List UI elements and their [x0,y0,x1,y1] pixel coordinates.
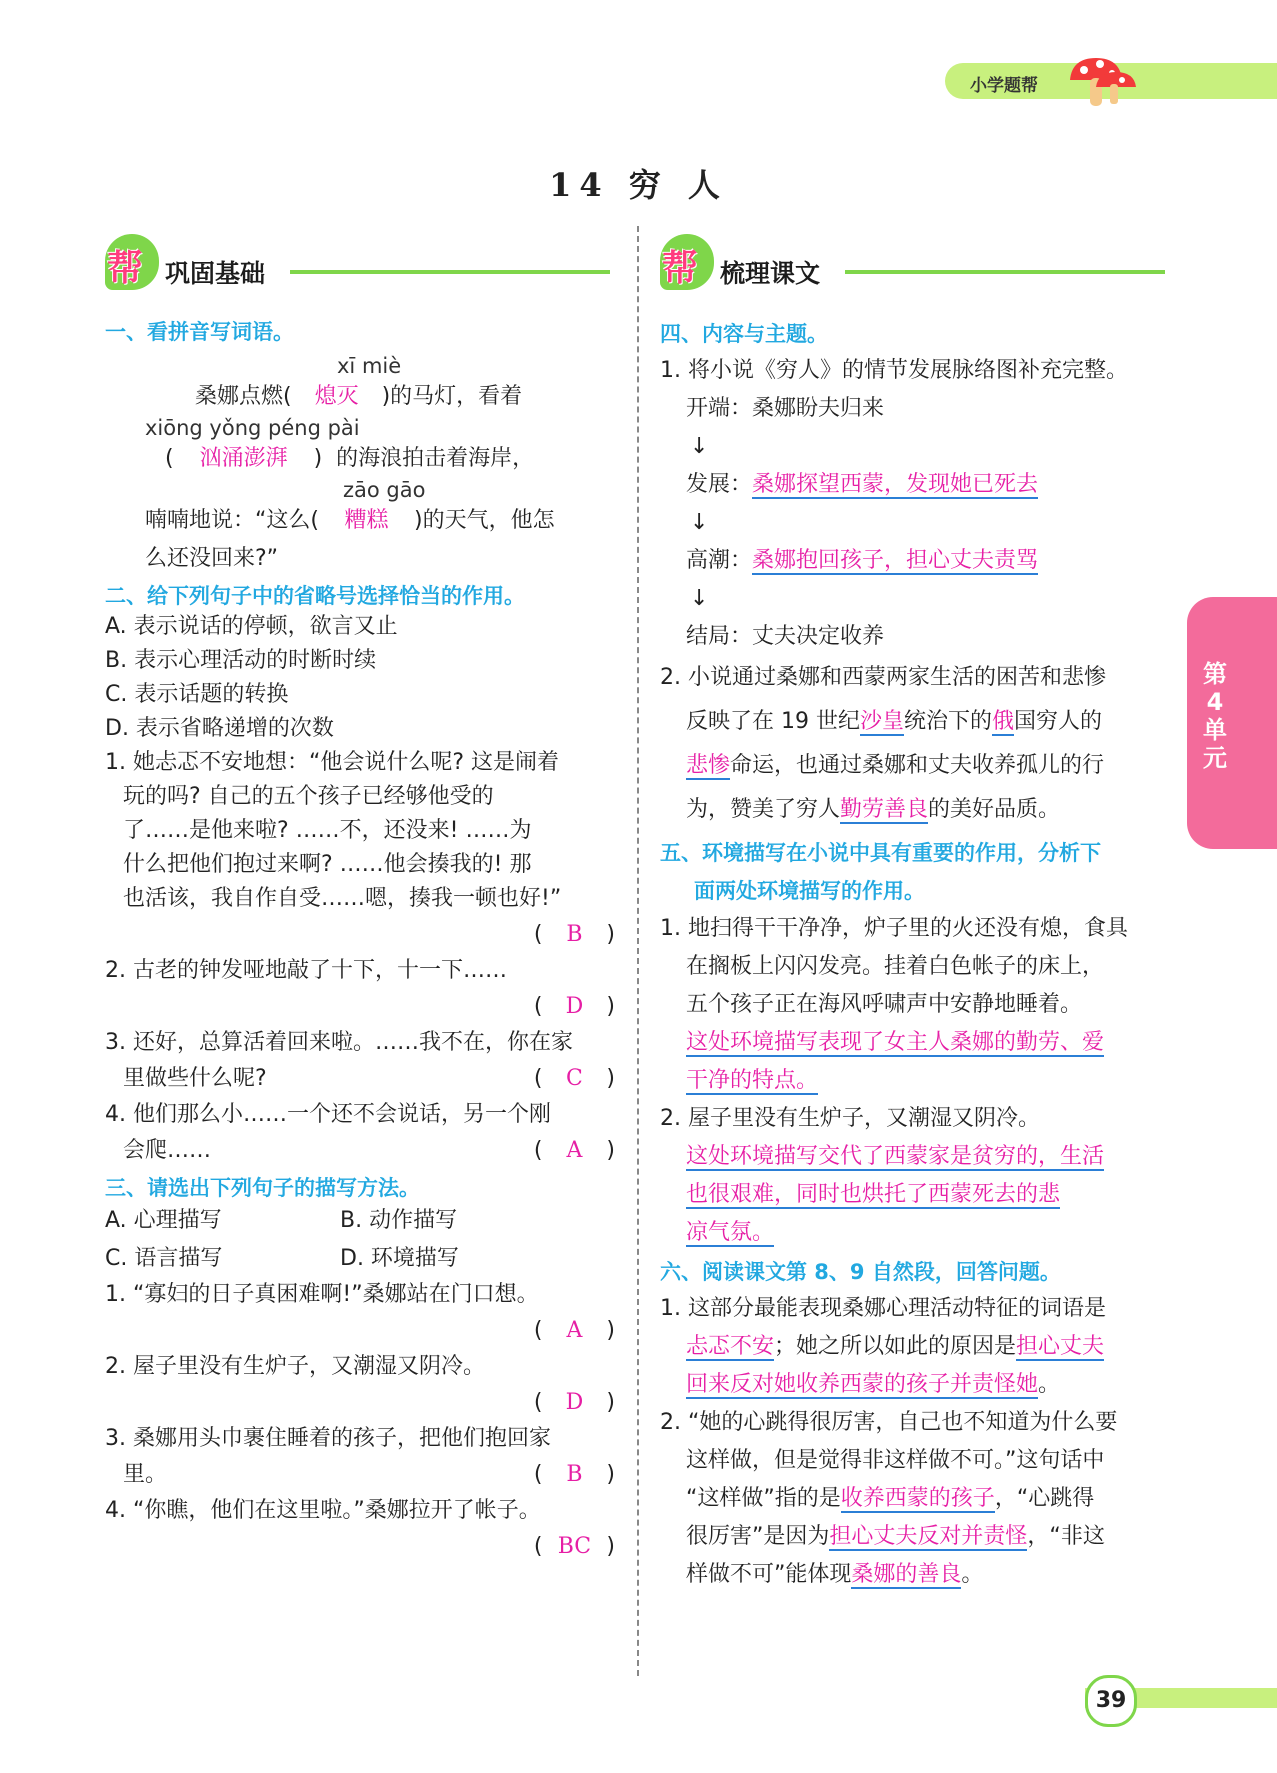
paren: ( [533,1066,550,1091]
q2-items [105,746,620,1170]
text: )的马灯，看着 [381,384,523,409]
answer: D [565,994,584,1019]
option: C. 表示话题的转换 [105,682,289,707]
text: 的美好品质。 [928,797,1061,822]
answer: 熄灭 [314,384,359,409]
text: 里做些什么呢? [123,1066,267,1091]
section-header-sort [660,234,1165,294]
paren: ) [599,1390,615,1415]
pinyin: zāo gāo [343,478,426,502]
item-line: 玩的吗? 自己的五个孩子已经够他受的 [123,784,494,809]
question-item [105,1278,620,1350]
text: 的海浪拍击着海岸， [336,446,535,471]
label: 发展： [686,472,753,497]
question-item [105,1422,620,1494]
text: “这样做”指的是 [686,1486,841,1511]
item-line: 2. 屋子里没有生炉子，又潮湿又阴冷。 [660,1106,1040,1131]
answer-row [105,988,620,1026]
q5-body [660,910,1165,1252]
option: A. 心理描写 [105,1208,222,1233]
option: A. 表示说话的停顿，欲言又止 [105,614,398,639]
q4-item2-line [686,788,1165,832]
answer: 担心丈夫 [1016,1334,1105,1359]
q6-line: 2. “她的心跳得很厉害，自己也不知道为什么要 [660,1410,1118,1435]
q6-line: 1. 这部分最能表现桑娜心理活动特征的词语是 [660,1296,1106,1321]
text: 。 [1038,1372,1061,1397]
q6-line [686,1556,1165,1594]
text: 命运，也通过桑娜和丈夫收养孤儿的行 [730,753,1105,778]
answer: 糟糕 [344,508,389,533]
item-line [123,1060,620,1098]
plot-development [686,466,1165,504]
answer: 悲惨 [686,753,731,778]
item-line: 1. 她忐忑不安地想：“他会说什么呢? 这是闹着 [105,750,560,775]
answer: 桑娜的善良 [851,1562,962,1587]
question-item [105,1026,620,1098]
item-line [123,1132,620,1170]
plot-end: 结局：丈夫决定收养 [686,624,885,649]
text: ，“心跳得 [994,1486,1095,1511]
q4-item1: 1. 将小说《穷人》的情节发展脉络图补充完整。 [660,358,1128,383]
q4-heading: 四、内容与主题。 [660,322,828,346]
text: 为，赞美了穷人 [686,797,841,822]
text: 国穷人的 [1014,709,1103,734]
answer: 这处环境描写表现了女主人桑娜的勤劳、爱 [686,1030,1105,1055]
q3-items [105,1278,620,1566]
q5-heading: 五、环境描写在小说中具有重要的作用，分析下 [660,841,1101,865]
answer: 桑娜抱回孩子，担心丈夫责骂 [752,548,1039,573]
text: 统治下的 [904,709,993,734]
answer: 桑娜探望西蒙，发现她已死去 [752,472,1039,497]
plot-start: 开端：桑娜盼夫归来 [686,396,885,421]
q6-line [686,1328,1165,1366]
q1-line [195,378,620,416]
label: 高潮： [686,548,753,573]
unit-tab-label [1195,660,1235,772]
paren: ) [599,1534,615,1559]
answer: D [565,1390,584,1415]
tab-char: 4 [1206,688,1224,716]
answer-group [534,1456,615,1494]
column-divider [637,226,639,1676]
q3-options-row [105,1240,620,1278]
q1-line: 么还没回来?” [145,546,279,571]
q6-line [686,1480,1165,1518]
item-line: 五个孩子正在海风呼啸声中安静地睡着。 [686,992,1083,1017]
answer-group [534,1132,615,1170]
paren: ( [533,1534,550,1559]
badge-char: 帮 [107,248,144,289]
page-title: 14 穷 人 [549,166,728,204]
question-item [105,1350,620,1422]
text: ，“非这 [1027,1524,1105,1549]
answer: 回来反对她收养西蒙的孩子并责怪她 [686,1372,1039,1397]
option: C. 语言描写 [105,1246,223,1271]
paren: ) [599,1318,615,1343]
answer: BC [557,1534,592,1559]
section-header-consolidate [105,234,610,294]
answer-line [686,1024,1165,1062]
q2-options [105,610,620,746]
option: B. 表示心理活动的时断时续 [105,648,377,673]
pinyin: xiōng yǒng péng pài [145,416,360,440]
q4-item2-line [686,700,1165,744]
question-item [105,746,620,954]
answer-row [105,1528,620,1566]
brand-label: 小学题帮 [970,76,1038,96]
paren: ( [533,1138,550,1163]
answer: B [566,922,583,947]
text: 会爬…… [123,1138,212,1163]
left-column [105,316,620,1566]
q6-heading: 六、阅读课文第 8、9 自然段，回答问题。 [660,1260,1061,1284]
right-column [660,318,1165,1594]
question-item [105,1494,620,1566]
text: )的天气，他怎 [413,508,555,533]
answer: 沙皇 [859,709,904,734]
q1-line [145,502,620,540]
q3-heading: 三、请选出下列句子的描写方法。 [105,1176,420,1200]
arrow: ↓ [690,586,709,611]
q5-heading: 面两处环境描写的作用。 [694,879,925,903]
answer-group [534,1060,615,1098]
answer: C [566,1066,583,1091]
q6-line [686,1518,1165,1556]
answer: 俄 [992,709,1015,734]
answer: 凉气氛。 [686,1220,775,1245]
text: 喃喃地说：“这么( [145,508,319,533]
paren: ( [533,922,550,947]
item-line: 2. 屋子里没有生炉子，又潮湿又阴冷。 [105,1354,485,1379]
answer-row [105,916,620,954]
item-line: 3. 桑娜用头巾裹住睡着的孩子，把他们抱回家 [105,1426,551,1451]
option: B. 动作描写 [340,1208,458,1233]
answer: 勤劳善良 [840,797,929,822]
item-line: 什么把他们抱过来啊? ……他会揍我的! 那 [123,852,532,877]
answer: 干净的特点。 [686,1068,819,1093]
item-line: 也活该，我自作自受……嗯，揍我一顿也好!” [123,886,562,911]
tab-char: 元 [1203,744,1227,772]
arrow: ↓ [690,434,709,459]
text: 桑娜点燃( [195,384,292,409]
item-line: 在搁板上闪闪发亮。挂着白色帐子的床上， [686,954,1105,979]
question-item [105,1098,620,1170]
tab-char: 单 [1203,716,1227,744]
question-item [105,954,620,1026]
answer: 汹涌澎湃 [199,446,288,471]
item-line: 3. 还好，总算活着回来啦。……我不在，你在家 [105,1030,573,1055]
paren: ) [599,1138,615,1163]
badge-char: 帮 [662,248,699,289]
option: D. 环境描写 [340,1246,459,1271]
answer-row [105,1384,620,1422]
item-line: 了……是他来啦? ……不，还没来! ……为 [123,818,532,843]
item-line: 4. “你瞧，他们在这里啦。”桑娜拉开了帐子。 [105,1498,541,1523]
paren: ) [313,446,337,471]
answer: 收养西蒙的孩子 [840,1486,995,1511]
answer: 也很艰难，同时也烘托了西蒙死去的悲 [686,1182,1061,1207]
text: 样做不可”能体现 [686,1562,852,1587]
q1-line [165,440,620,478]
q3-options-row [105,1202,620,1240]
q6-line: 这样做，但是觉得非这样做不可。”这句话中 [686,1448,1105,1473]
q4-item2-line [686,744,1165,788]
pinyin: xī miè [337,354,402,378]
section-title: 巩固基础 [165,259,266,288]
item-line: 1. 地扫得干干净净，炉子里的火还没有熄，食具 [660,916,1128,941]
q6-line [686,1366,1165,1404]
paren: ( [533,994,550,1019]
paren: ( [533,1462,550,1487]
paren: ( [165,446,174,471]
item-line: 1. “寡妇的日子真困难啊!”桑娜站在门口想。 [105,1282,539,1307]
text: 反映了在 19 世纪 [686,709,860,734]
answer: B [566,1462,583,1487]
answer: 担心丈夫反对并责怪 [829,1524,1028,1549]
arrow: ↓ [690,510,709,535]
text: 。 [961,1562,984,1587]
section-title: 梳理课文 [720,259,821,288]
paren: ( [533,1318,550,1343]
answer-line [686,1138,1165,1176]
answer: 这处环境描写交代了西蒙家是贫穷的，生活 [686,1144,1105,1169]
q1-heading: 一、看拼音写词语。 [105,320,294,344]
mushroom-icon [1060,40,1150,110]
text: ；她之所以如此的原因是 [774,1334,1017,1359]
section-line [290,270,610,274]
answer: 忐忑不安 [686,1334,775,1359]
q2-heading: 二、给下列句子中的省略号选择恰当的作用。 [105,584,525,608]
text: 很厉害”是因为 [686,1524,830,1549]
answer-line [686,1176,1165,1214]
item-line: 4. 他们那么小……一个还不会说话，另一个刚 [105,1102,551,1127]
paren: ) [599,1462,615,1487]
paren: ) [599,922,615,947]
answer: A [566,1138,583,1163]
item-line: 2. 古老的钟发哑地敲了十下，十一下…… [105,958,507,983]
q4-item2-line: 2. 小说通过桑娜和西蒙两家生活的困苦和悲惨 [660,665,1106,690]
option: D. 表示省略递增的次数 [105,716,334,741]
section-line [845,270,1165,274]
answer-line [686,1062,1165,1100]
plot-climax [686,542,1165,580]
paren: ) [599,994,615,1019]
item-line [123,1456,620,1494]
tab-char: 第 [1203,660,1227,688]
answer: A [566,1318,583,1343]
paren: ) [599,1066,615,1091]
paren: ( [533,1390,550,1415]
answer-line [686,1214,1165,1252]
text: 里。 [123,1462,168,1487]
answer-row [105,1312,620,1350]
page-number: 39 [1085,1675,1137,1727]
